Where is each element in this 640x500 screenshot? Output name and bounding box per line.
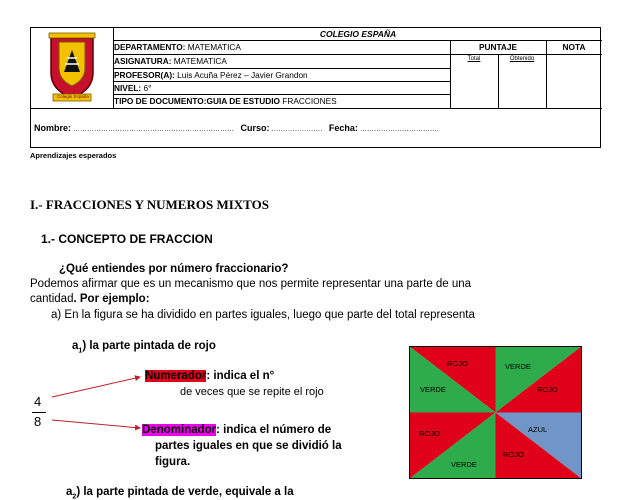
paragraph-line-1: Podemos afirmar que es un mecanismo que nos permite representar una parte de una <box>30 278 472 290</box>
doctype-value: FRACCIONES <box>279 96 337 106</box>
label-tr: VERDE <box>505 362 531 371</box>
denominator-line-3: figura. <box>155 456 191 468</box>
numerator-line <box>145 370 274 382</box>
numerator-line-2: de veces que se repite el rojo <box>180 386 324 398</box>
numerator-text: : indica el n° <box>206 370 275 382</box>
label-br: AZUL <box>528 425 548 434</box>
learning-objectives: Aprendizajes esperados <box>30 151 117 160</box>
label-l: VERDE <box>420 385 446 394</box>
denominator-label: Denominador <box>142 424 217 436</box>
label-tl: ROJO <box>447 359 468 368</box>
score-obtained-label: Obtenido <box>509 56 535 62</box>
label-b-red: ROJO <box>503 450 524 459</box>
level-value: 6° <box>141 83 152 93</box>
item-a2 <box>66 486 294 500</box>
logo-text: Colegio España <box>57 94 89 99</box>
doctype-label: TIPO DE DOCUMENTO: <box>114 96 207 106</box>
denominator-line <box>142 424 331 436</box>
a1-text: ) la parte pintada de rojo <box>82 340 216 352</box>
a2-sub: 2 <box>72 493 77 500</box>
name-field[interactable]: …………………………………………………………… <box>71 126 234 133</box>
school-title: COLEGIO ESPAÑA <box>319 29 397 39</box>
paragraph-cantidad: cantidad <box>30 293 74 305</box>
fraction-figure <box>409 346 582 479</box>
fraction-denominator: 8 <box>34 414 42 429</box>
label-r: ROJO <box>537 385 558 394</box>
score-total-label: Total <box>467 56 481 62</box>
course-label: Curso: <box>240 123 270 133</box>
subsection-title: 1.- CONCEPTO DE FRACCION <box>41 232 213 246</box>
a2-prefix: a <box>66 486 73 498</box>
label-b: VERDE <box>451 460 477 469</box>
grade-header: NOTA <box>562 42 586 52</box>
department-value: MATEMATICA <box>185 42 241 52</box>
numerator-label: Numerador <box>145 370 207 382</box>
date-field[interactable]: ……………………………. <box>357 126 439 133</box>
paragraph-example: . Por ejemplo: <box>73 293 150 305</box>
subject-label: ASIGNATURA: <box>114 56 172 66</box>
denominator-line-2: partes iguales en que se dividió la <box>155 440 342 452</box>
a1-prefix: a <box>72 340 79 352</box>
denominator-text: : indica el número de <box>216 424 332 436</box>
level-label: NIVEL: <box>114 83 142 93</box>
name-label: Nombre: <box>34 123 72 133</box>
teacher-label: PROFESOR(A): <box>114 70 175 80</box>
subject-value: MATEMATICA <box>171 56 227 66</box>
teacher-value: Luis Acuña Pérez – Javier Grandon <box>174 70 308 80</box>
section-title: I.- FRACCIONES Y NUMEROS MIXTOS <box>30 197 269 212</box>
fraction-numerator: 4 <box>34 394 42 409</box>
item-a: a) En la figura se ha dividido en partes iguales, luego que parte del total representa <box>51 309 475 321</box>
course-field[interactable]: …………………. <box>269 126 323 133</box>
date-label: Fecha: <box>328 123 358 133</box>
doctype-bold: GUIA DE ESTUDIO <box>206 96 280 106</box>
a1-sub: 1 <box>78 347 83 355</box>
question: ¿Qué entiendes por número fraccionario? <box>59 263 289 275</box>
a2-text: ) la parte pintada de verde, equivale a la <box>76 486 294 498</box>
score-header: PUNTAJE <box>478 42 518 52</box>
department-label: DEPARTAMENTO: <box>114 42 186 52</box>
label-bl: ROJO <box>419 429 440 438</box>
